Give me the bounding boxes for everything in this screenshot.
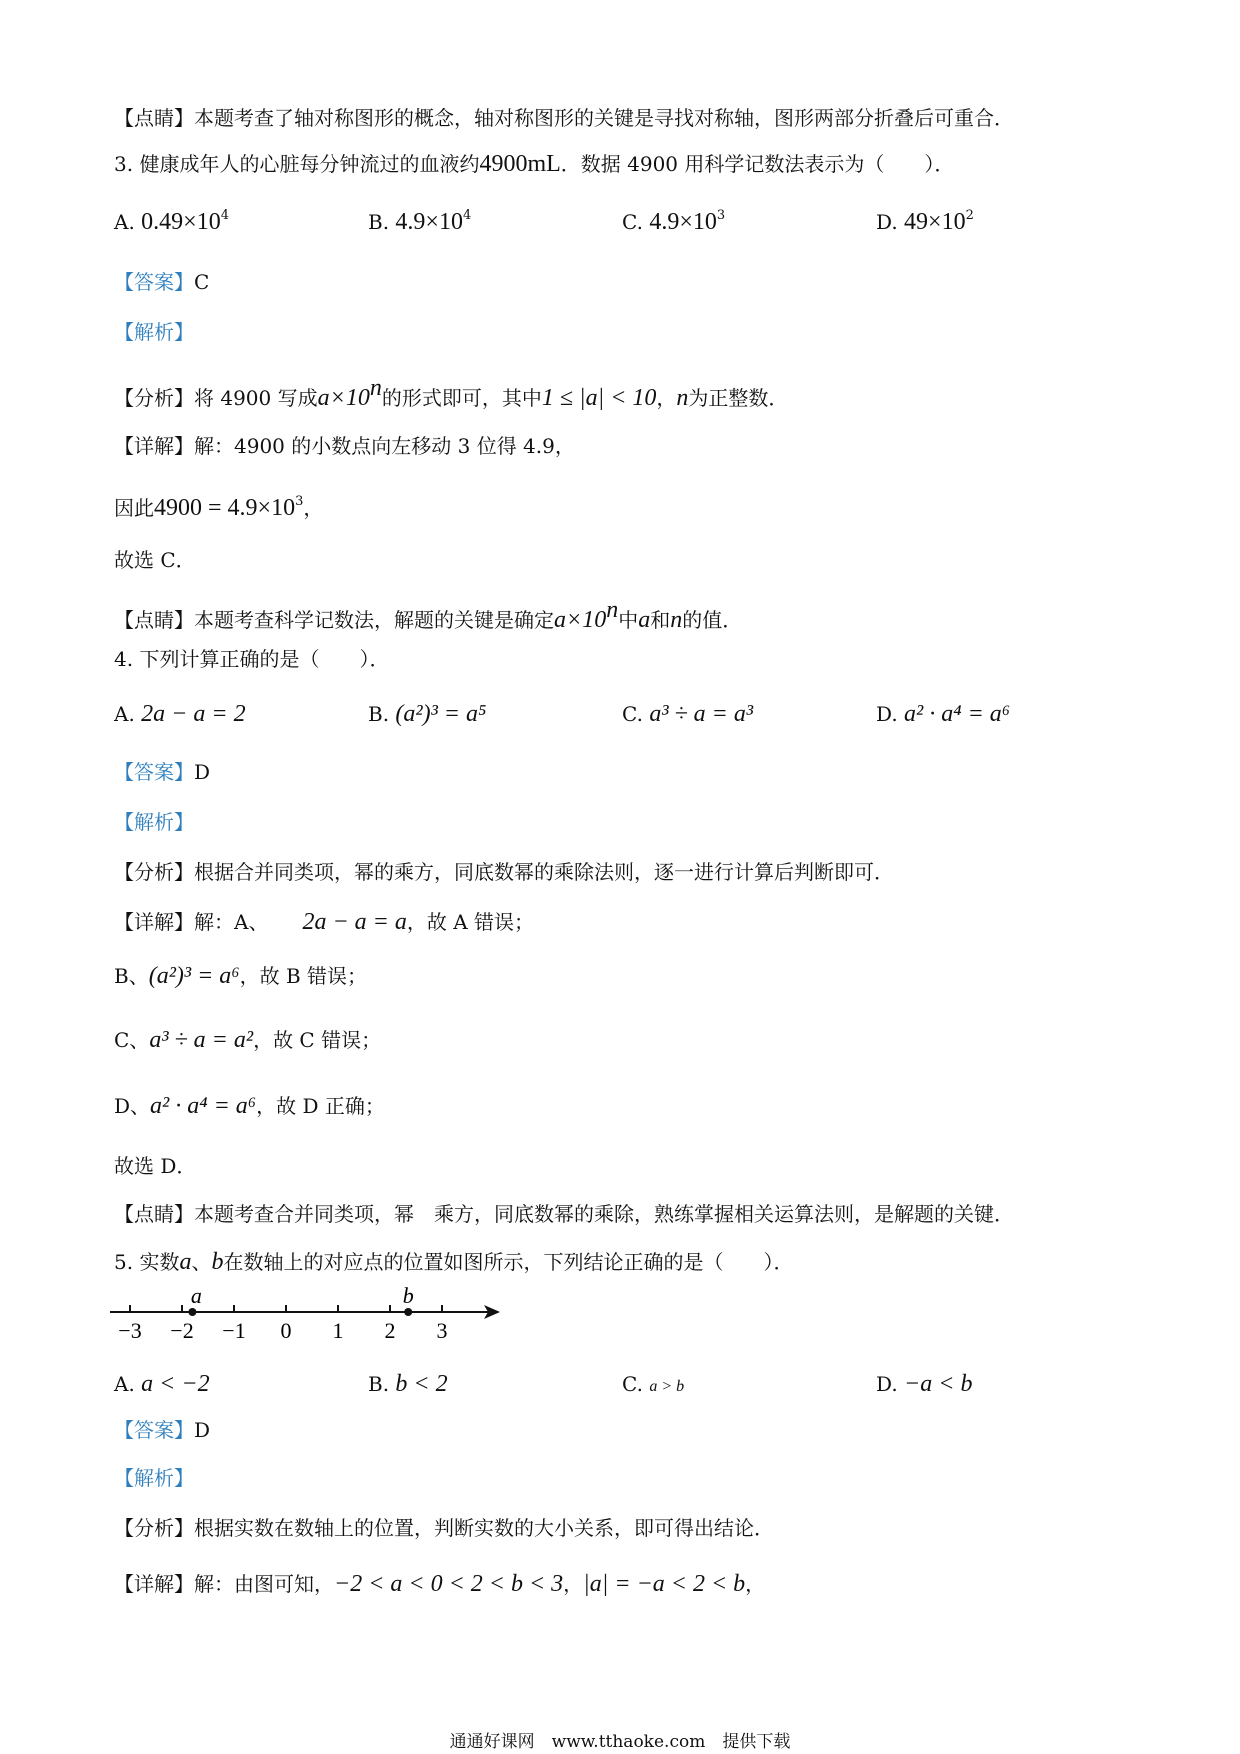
- guxuan-4: 故选 D．: [114, 1154, 197, 1178]
- question-5: 5. 实数a、b在数轴上的对应点的位置如图所示，下列结论正确的是（ ）．: [114, 1249, 794, 1275]
- answer-4: 【答案】D: [114, 760, 211, 784]
- q5-option-d[interactable]: D. −a < b: [876, 1371, 973, 1397]
- answer-5: 【答案】D: [114, 1418, 211, 1442]
- q5-option-a[interactable]: A. a < −2: [114, 1371, 210, 1397]
- dianjing-line-1: 【点睛】本题考查了轴对称图形的概念，轴对称图形的关键是寻找对称轴，图形两部分折叠后可重合．: [114, 106, 1014, 130]
- q4-option-d[interactable]: D. a² · a⁴ = a⁶: [876, 701, 1011, 727]
- step-4b: B、(a²)³ = a⁶，故 B 错误；: [114, 963, 368, 989]
- xiangjie-5: 【详解】解：由图可知，−2 < a < 0 < 2 < b < 3，|a| = −a < 2 < b，: [114, 1571, 766, 1597]
- tick-label: 1: [332, 1318, 344, 1343]
- q5-option-c[interactable]: C. a > b: [622, 1372, 685, 1396]
- point-a-label: a: [190, 1283, 202, 1308]
- q4-option-a[interactable]: A. 2a − a = 2: [114, 701, 246, 727]
- fenxi-3: 【分析】将 4900 写成$a\times 10^n$的形式即可，其中1 ≤ |a| < 10，n为正整数．: [114, 375, 789, 411]
- q4-option-c[interactable]: C. a³ ÷ a = a³: [622, 701, 754, 727]
- q3-option-a[interactable]: A. $0.49\times 10^4$: [114, 208, 229, 235]
- q4-option-b[interactable]: B. (a²)³ = a⁵: [368, 701, 487, 727]
- tick-label: −3: [118, 1318, 142, 1343]
- step-4c: C、a³ ÷ a = a²，故 C 错误；: [114, 1027, 382, 1053]
- q3-option-c[interactable]: C. $4.9\times 10^3$: [622, 208, 726, 235]
- footer: 通通好课网 www.tthaoke.com 提供下载: [449, 1732, 791, 1752]
- q5-option-b[interactable]: B. b < 2: [368, 1371, 448, 1397]
- number-line: [100, 1282, 520, 1346]
- point-a: [188, 1308, 196, 1316]
- jiexi-5: 【解析】: [114, 1466, 194, 1490]
- step-4d: D、a² · a⁴ = a⁶，故 D 正确；: [114, 1093, 385, 1119]
- fenxi-5: 【分析】根据实数在数轴上的位置，判断实数的大小关系，即可得出结论．: [114, 1516, 774, 1540]
- fenxi-4: 【分析】根据合并同类项，幂的乘方，同底数幂的乘除法则，逐一进行计算后判断即可．: [114, 860, 894, 884]
- point-b: [404, 1308, 412, 1316]
- dianjing-4: 【点睛】本题考查合并同类项，幂 乘方，同底数幂的乘除，熟练掌握相关运算法则，是解题的关键．: [114, 1202, 1014, 1226]
- question-4: 4. 下列计算正确的是（ ）．: [114, 647, 390, 671]
- tick-label: 0: [280, 1318, 292, 1343]
- answer-3: 【答案】C: [114, 270, 210, 294]
- guxuan-3: 故选 C．: [114, 548, 196, 572]
- dianjing-3: 【点睛】本题考查科学记数法，解题的关键是确定$a\times 10^n$中a和n的值．: [114, 597, 743, 633]
- jiexi-3: 【解析】: [114, 320, 194, 344]
- jiexi-4: 【解析】: [114, 810, 194, 834]
- question-3: 3. 健康成年人的心脏每分钟流过的血液约4900mL．数据 4900 用科学记数法表示为（ ）．: [114, 151, 955, 177]
- q3-option-b[interactable]: B. $4.9\times 10^4$: [368, 208, 472, 235]
- q3-option-d[interactable]: D. $49\times 10^2$: [876, 208, 974, 235]
- tick-label: −1: [222, 1318, 246, 1343]
- xiangjie-3: 【详解】解：4900 的小数点向左移动 3 位得 4.9，: [114, 434, 575, 458]
- calc-3: 因此$4900 = 4.9\times 10^3$，: [114, 494, 324, 521]
- point-b-label: b: [402, 1283, 414, 1308]
- xiangjie-4: 【详解】解：A、 2a − a = a，故 A 错误；: [114, 909, 535, 935]
- tick-label: −2: [170, 1318, 194, 1343]
- tick-label: 2: [384, 1318, 396, 1343]
- tick-label: 3: [436, 1318, 448, 1343]
